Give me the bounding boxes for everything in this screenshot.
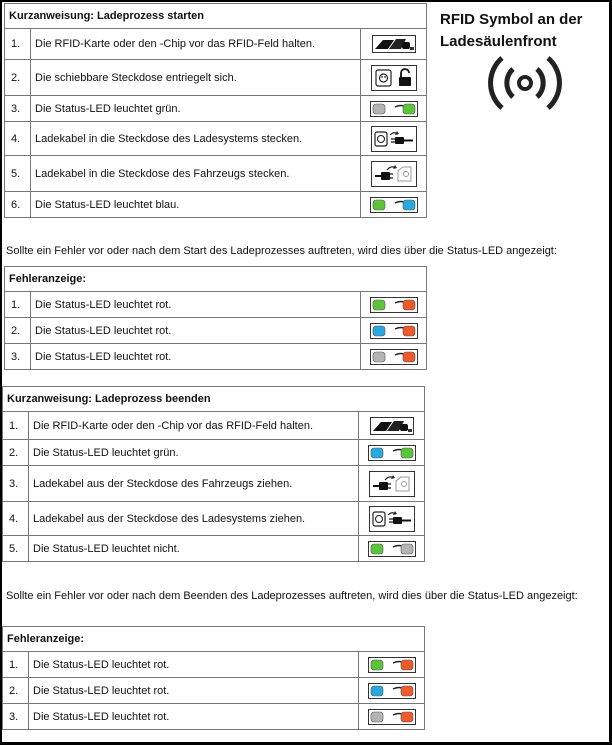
table-row bbox=[5, 96, 427, 122]
rfid-symbol-title: RFID Symbol an der Ladesäulenfront bbox=[440, 11, 583, 50]
row-text: Die Status-LED leuchtet rot. bbox=[29, 704, 359, 730]
step-text: Ladekabel in die Steckdose des Ladesystems stecken. bbox=[31, 122, 361, 156]
end-instructions-table bbox=[2, 386, 425, 562]
row-text: Die Status-LED leuchtet rot. bbox=[31, 344, 361, 370]
start-error-note: Sollte ein Fehler vor oder nach dem Start des Ladeprozesses auftreten, wird dies über die Status-LED angezeigt: bbox=[6, 245, 557, 257]
table-row bbox=[5, 60, 427, 96]
step-text: Ladekabel in die Steckdose des Fahrzeugs stecken. bbox=[31, 156, 361, 192]
row-text: Die Status-LED leuchtet rot. bbox=[29, 652, 359, 678]
step-number: 3. bbox=[3, 466, 29, 502]
unplug-from-vehicle-icon bbox=[359, 466, 425, 502]
led-gray-to-green-icon bbox=[361, 96, 427, 122]
end-error-note: Sollte ein Fehler vor oder nach dem Beenden des Ladeprozesses auftreten, wird dies über die Status-LED angezeigt: bbox=[6, 590, 578, 602]
end-error-table bbox=[2, 626, 425, 730]
plug-into-vehicle-icon bbox=[361, 156, 427, 192]
table-row bbox=[5, 29, 427, 60]
start-error-table bbox=[4, 266, 427, 370]
step-number: 2. bbox=[3, 440, 29, 466]
led-green-to-blue-icon bbox=[361, 192, 427, 218]
rfid-card-icon bbox=[361, 29, 427, 60]
table-row bbox=[3, 678, 425, 704]
led-gray-to-red-icon bbox=[359, 704, 425, 730]
table-row bbox=[5, 292, 427, 318]
error-section-title: Fehleranzeige: bbox=[5, 267, 427, 292]
step-text: Die RFID-Karte oder den -Chip vor das RFID-Feld halten. bbox=[31, 29, 361, 60]
step-number: 4. bbox=[3, 502, 29, 536]
step-number: 2. bbox=[5, 60, 31, 96]
table-row bbox=[3, 412, 425, 440]
end-section-title: Kurzanweisung: Ladeprozess beenden bbox=[3, 387, 425, 412]
row-number: 2. bbox=[3, 678, 29, 704]
step-number: 6. bbox=[5, 192, 31, 218]
step-text: Die schiebbare Steckdose entriegelt sich. bbox=[31, 60, 361, 96]
table-row bbox=[3, 704, 425, 730]
table-row bbox=[5, 344, 427, 370]
step-text: Ladekabel aus der Steckdose des Ladesystems ziehen. bbox=[29, 502, 359, 536]
start-instructions-table bbox=[4, 3, 427, 218]
error-section-title: Fehleranzeige: bbox=[3, 627, 425, 652]
step-number: 1. bbox=[3, 412, 29, 440]
step-number: 3. bbox=[5, 96, 31, 122]
led-blue-to-red-icon bbox=[361, 318, 427, 344]
step-text: Die Status-LED leuchtet blau. bbox=[31, 192, 361, 218]
table-row bbox=[3, 466, 425, 502]
row-number: 2. bbox=[5, 318, 31, 344]
step-text: Die Status-LED leuchtet grün. bbox=[29, 440, 359, 466]
led-blue-to-red-icon bbox=[359, 678, 425, 704]
row-number: 1. bbox=[3, 652, 29, 678]
row-number: 1. bbox=[5, 292, 31, 318]
led-green-to-gray-icon bbox=[359, 536, 425, 562]
table-row bbox=[3, 536, 425, 562]
row-text: Die Status-LED leuchtet rot. bbox=[31, 318, 361, 344]
step-text: Die Status-LED leuchtet grün. bbox=[31, 96, 361, 122]
row-number: 3. bbox=[5, 344, 31, 370]
table-row bbox=[5, 318, 427, 344]
table-row bbox=[5, 122, 427, 156]
led-green-to-red-icon bbox=[361, 292, 427, 318]
step-text: Die RFID-Karte oder den -Chip vor das RFID-Feld halten. bbox=[29, 412, 359, 440]
row-text: Die Status-LED leuchtet rot. bbox=[29, 678, 359, 704]
start-section-title: Kurzanweisung: Ladeprozess starten bbox=[5, 4, 427, 29]
plug-into-station-icon bbox=[361, 122, 427, 156]
step-text: Die Status-LED leuchtet nicht. bbox=[29, 536, 359, 562]
socket-unlock-icon bbox=[361, 60, 427, 96]
step-number: 1. bbox=[5, 29, 31, 60]
table-row bbox=[3, 440, 425, 466]
step-number: 4. bbox=[5, 122, 31, 156]
rfid-card-icon bbox=[359, 412, 425, 440]
step-text: Ladekabel aus der Steckdose des Fahrzeugs ziehen. bbox=[29, 466, 359, 502]
table-row bbox=[5, 192, 427, 218]
row-number: 3. bbox=[3, 704, 29, 730]
led-gray-to-red-icon bbox=[361, 344, 427, 370]
table-row bbox=[5, 156, 427, 192]
rfid-signal-icon bbox=[484, 50, 566, 121]
table-row bbox=[3, 652, 425, 678]
unplug-from-station-icon bbox=[359, 502, 425, 536]
led-green-to-red-icon bbox=[359, 652, 425, 678]
table-row bbox=[3, 502, 425, 536]
step-number: 5. bbox=[3, 536, 29, 562]
row-text: Die Status-LED leuchtet rot. bbox=[31, 292, 361, 318]
led-blue-to-green-icon bbox=[359, 440, 425, 466]
step-number: 5. bbox=[5, 156, 31, 192]
